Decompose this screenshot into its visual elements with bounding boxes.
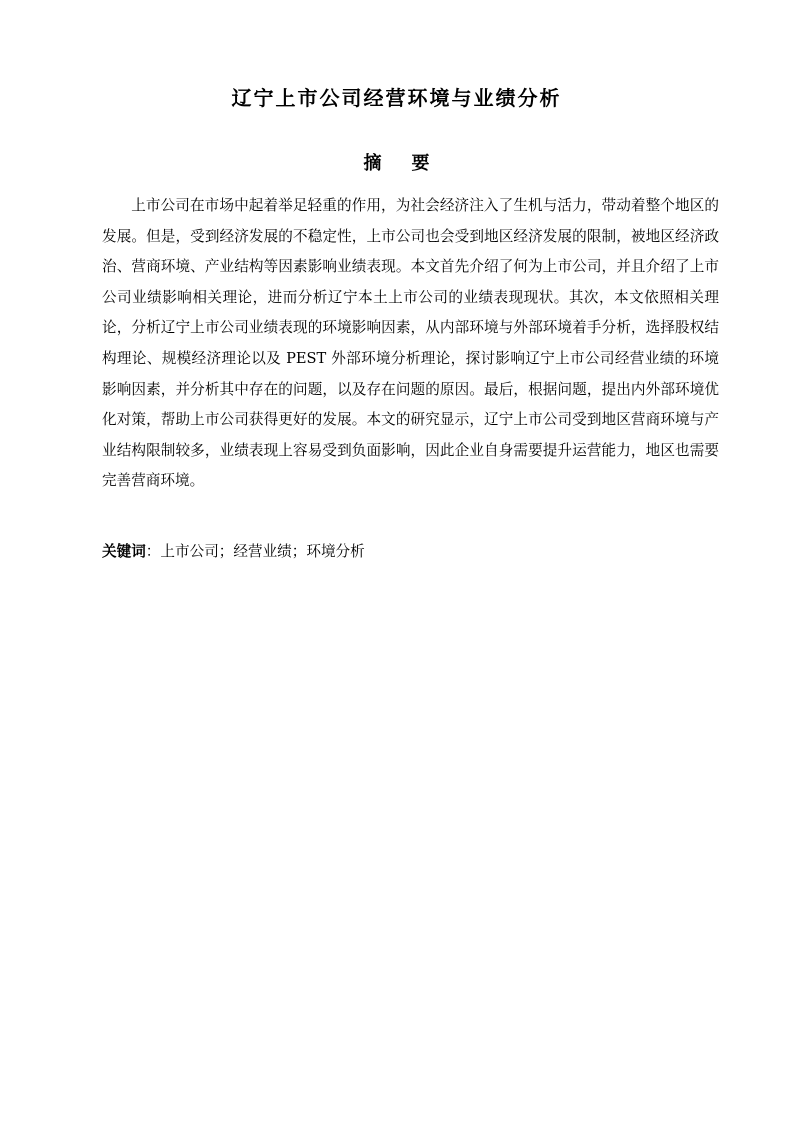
- document-title: 辽宁上市公司经营环境与业绩分析: [231, 86, 562, 110]
- keywords-text: 上市公司；经营业绩；环境分析: [160, 543, 365, 560]
- abstract-heading: [0, 151, 793, 177]
- abstract-heading-char-2: 要: [411, 153, 430, 174]
- abstract-heading-char-1: 摘: [363, 153, 382, 174]
- keywords-label: 关键词: [102, 543, 146, 560]
- keywords-line: [102, 540, 719, 564]
- keywords-separator: ：: [145, 543, 161, 560]
- abstract-paragraph: 上市公司在市场中起着举足轻重的作用，为社会经济注入了生机与活力，带动着整个地区的发展。但是，受到经济发展的不稳定性，上市公司也会受到地区经济发展的限制，被地区经济政治、营商环境、产业结构等因素影响业绩表现。本文首先介绍了何为上市公司，并且介绍了上市公司业绩影响相关理论，进而分析辽宁本土上市公司的业绩表现现状。其次，本文依照相关理论，分析辽宁上市公司业绩表现的环境影响因素，从内部环境与外部环境着手分析，选择股权结构理论、规模经济理论以及 PEST 外部环境分析理论，探讨影响辽宁上市公司经营业绩的环境影响因素，并分析其中存在的问题，以及存在问题的原因。最后，根据问题，提出内外部环境优化对策，帮助上市公司获得更好的发展。本文的研究显示，辽宁上市公司受到地区营商环境与产业结构限制较多，业绩表现上容易受到负面影响，因此企业自身需要提升运营能力，地区也需要完善营商环境。: [102, 197, 719, 490]
